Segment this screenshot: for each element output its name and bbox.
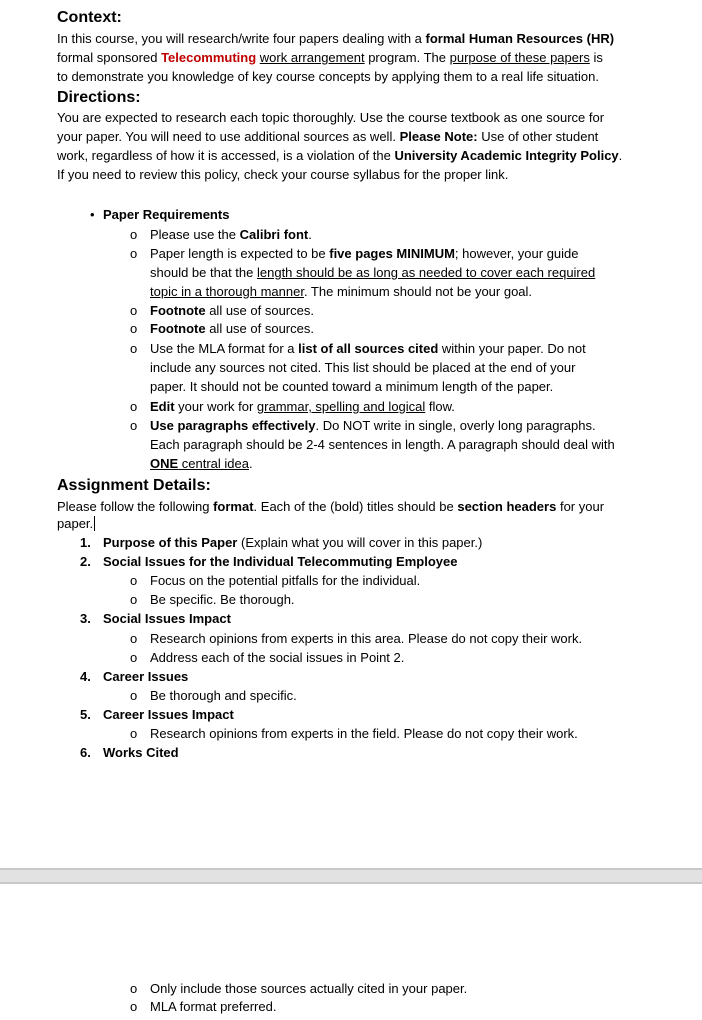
text-run: Social Issues Impact: [103, 611, 231, 626]
section-heading: [57, 88, 141, 108]
text-line: [57, 166, 508, 184]
text-line: [57, 128, 598, 146]
text-run: .: [308, 227, 312, 242]
text-line: [150, 340, 586, 358]
text-run: Focus on the potential pitfalls for the individual.: [150, 573, 421, 588]
text-run: paper.: [57, 516, 94, 531]
text-run: Works Cited: [103, 745, 179, 760]
text-run: your work for: [174, 399, 257, 414]
text-line: [57, 147, 622, 165]
text-run: ; however, your guide: [454, 246, 579, 261]
text-run: Please Note:: [399, 129, 478, 144]
text-run: length should be as long as needed to cover each required: [256, 265, 596, 280]
text-run: Please follow the following: [57, 499, 214, 514]
bullet-icon: o: [130, 999, 138, 1014]
text-run: for your: [556, 499, 605, 514]
text-line: [103, 744, 179, 762]
text-line: [150, 649, 404, 667]
text-line: [150, 245, 579, 263]
text-line: [150, 226, 312, 244]
bullet-icon: o: [130, 246, 138, 261]
text-run: Footnote: [150, 303, 206, 318]
list-number: 6.: [80, 745, 91, 760]
list-number: 2.: [80, 554, 91, 569]
list-number: 5.: [80, 707, 91, 722]
text-run: Edit: [150, 399, 175, 414]
text-run: Each paragraph should be 2-4 sentences in length. A paragraph should deal with: [150, 437, 615, 452]
list-number: 1.: [80, 535, 91, 550]
text-line: [150, 998, 276, 1016]
text-run: Social Issues for the Individual Telecommuting Employee: [103, 554, 458, 569]
text-run: all use of sources.: [205, 303, 314, 318]
bullet-icon: •: [90, 207, 95, 222]
text-line: [57, 30, 614, 48]
text-line: [150, 359, 575, 377]
bullet-icon: o: [130, 303, 138, 318]
text-run: University Academic Integrity Policy: [394, 148, 619, 163]
text-line: [150, 455, 253, 473]
text-run: ONE: [150, 456, 179, 471]
text-run: Career Issues: [103, 669, 189, 684]
text-run: In this course, you will research/write four papers dealing with a: [57, 31, 426, 46]
text-run: work arrangement: [259, 50, 365, 65]
text-line: [150, 572, 420, 590]
text-line: [150, 591, 295, 609]
section-heading: [57, 8, 122, 28]
bullet-icon: o: [130, 418, 138, 433]
text-line: [150, 687, 297, 705]
text-line: [103, 668, 188, 686]
text-run: all use of sources.: [205, 321, 314, 336]
section-heading: [57, 476, 211, 496]
text-line: [103, 706, 234, 724]
text-line: [150, 725, 578, 743]
bullet-icon: o: [130, 688, 138, 703]
text-run: should be that the: [150, 265, 257, 280]
text-line: [150, 283, 532, 301]
text-run: format: [213, 499, 254, 514]
page-break: [0, 868, 702, 884]
text-run: . Each of the (bold) titles should be: [253, 499, 458, 514]
list-number: 4.: [80, 669, 91, 684]
text-run: Use the MLA format for a: [150, 341, 299, 356]
text-run: include any sources not cited. This list should be placed at the end of your: [150, 360, 576, 375]
bullet-icon: o: [130, 399, 138, 414]
text-run: Research opinions from experts in this area. Please do not copy their work.: [150, 631, 583, 646]
text-run: Purpose of this Paper: [103, 535, 238, 550]
text-run: Be specific. Be thorough.: [150, 592, 295, 607]
text-run: Research opinions from experts in the field. Please do not copy their work.: [150, 726, 578, 741]
text-run: grammar, spelling and logical: [256, 399, 426, 414]
text-run: Calibri font: [239, 227, 309, 242]
text-run: your paper. You will need to use additional sources as well.: [57, 129, 400, 144]
text-run: within your paper. Do not: [438, 341, 586, 356]
text-line: [150, 302, 314, 320]
text-run: If you need to review this policy, check your course syllabus for the proper link.: [57, 167, 509, 182]
text-run: Be thorough and specific.: [150, 688, 297, 703]
text-run: central idea: [178, 456, 249, 471]
text-line: [57, 109, 604, 127]
text-run: program. The: [364, 50, 450, 65]
text-run: MLA format preferred.: [150, 999, 277, 1014]
bullet-icon: o: [130, 981, 138, 996]
bullet-icon: o: [130, 631, 138, 646]
text-run: Only include those sources actually cited in your paper.: [150, 981, 468, 996]
text-line: [57, 498, 604, 516]
bullet-icon: o: [130, 227, 138, 242]
text-run: purpose of these papers: [449, 50, 590, 65]
text-run: Use paragraphs effectively: [150, 418, 316, 433]
text-run: Career Issues Impact: [103, 707, 234, 722]
text-run: topic in a thorough manner: [150, 284, 304, 299]
text-run: Assignment Details:: [57, 477, 211, 494]
text-run: formal Human Resources (HR): [425, 31, 615, 46]
text-line: [103, 534, 482, 552]
text-line: [57, 68, 599, 86]
text-line: [57, 515, 95, 533]
highlighted-term: Telecommuting: [161, 50, 257, 65]
bullet-icon: o: [130, 573, 138, 588]
text-run: . The minimum should not be your goal.: [303, 284, 533, 299]
bullet-icon: o: [130, 341, 138, 356]
text-run: section headers: [457, 499, 557, 514]
bullet-icon: o: [130, 592, 138, 607]
text-run: is: [589, 50, 603, 65]
text-run: Address each of the social issues in Point 2.: [150, 650, 405, 665]
text-run: Paper length is expected to be: [150, 246, 330, 261]
text-run: .: [618, 148, 623, 163]
text-run: You are expected to research each topic thoroughly. Use the course textbook as one source for: [57, 110, 605, 125]
bullet-icon: o: [130, 650, 138, 665]
text-line: [150, 630, 582, 648]
text-run: .: [249, 456, 253, 471]
list-number: 3.: [80, 611, 91, 626]
text-line: [150, 436, 615, 454]
text-line: [150, 980, 467, 998]
text-run: to demonstrate you knowledge of key course concepts by applying them to a real life situation.: [57, 69, 599, 84]
text-line: [150, 378, 553, 396]
text-run: Use of other student: [477, 129, 599, 144]
text-run: formal sponsored: [57, 50, 162, 65]
text-run: Please use the: [150, 227, 240, 242]
text-run: Paper Requirements: [103, 207, 230, 222]
text-cursor: [94, 516, 95, 531]
text-run: paper. It should not be counted toward a minimum length of the paper.: [150, 379, 554, 394]
text-line: [57, 49, 603, 67]
text-line: [103, 610, 231, 628]
text-run: Footnote: [150, 321, 206, 336]
bullet-icon: o: [130, 726, 138, 741]
text-line: [103, 553, 457, 571]
text-line: [150, 398, 455, 416]
text-run: flow.: [425, 399, 455, 414]
text-run: Context:: [57, 9, 122, 26]
text-run: five pages MINIMUM: [329, 246, 455, 261]
text-run: list of all sources cited: [298, 341, 439, 356]
text-run: (Explain what you will cover in this paper.): [237, 535, 483, 550]
text-line: [150, 320, 314, 338]
text-run: Directions:: [57, 89, 141, 106]
text-line: [103, 206, 229, 224]
text-run: work, regardless of how it is accessed, is a violation of the: [57, 148, 395, 163]
bullet-icon: o: [130, 321, 138, 336]
text-line: [150, 417, 596, 435]
text-run: . Do NOT write in single, overly long paragraphs.: [315, 418, 596, 433]
text-line: [150, 264, 595, 282]
